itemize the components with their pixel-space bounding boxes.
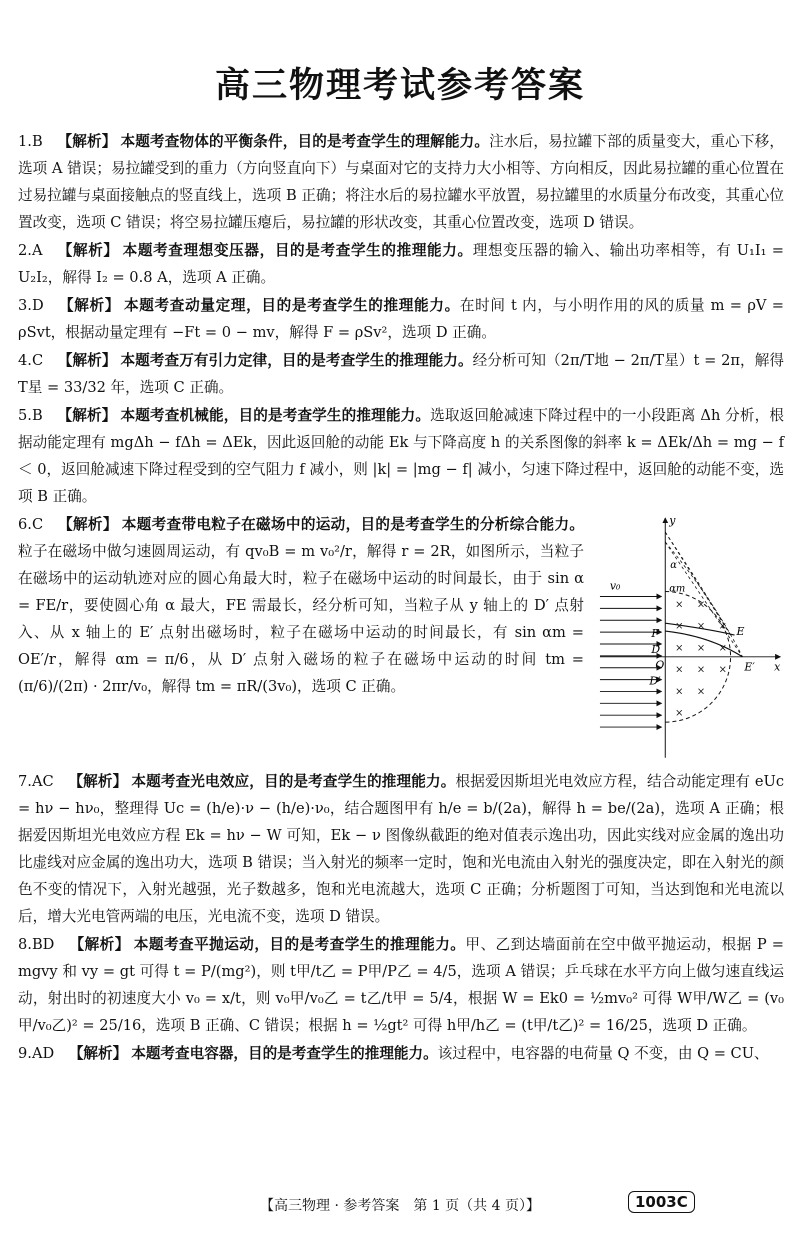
answer-list	[18, 128, 784, 1068]
x-axis-label: x	[774, 660, 781, 674]
question-6-text	[18, 511, 596, 700]
exam-code-badge: 1003C	[628, 1191, 695, 1213]
question-answer: D	[31, 297, 44, 314]
question-number: 1.	[18, 133, 32, 150]
question-lead: 本题考查万有引力定律，目的是考查学生的推理能力。	[120, 352, 473, 369]
magnetic-field-figure	[596, 511, 784, 767]
origin-label: O	[655, 658, 665, 672]
question-number: 2.	[18, 242, 32, 259]
field-cross: ×	[675, 686, 684, 698]
question-number: 5.	[18, 407, 32, 424]
y-axis-label: y	[669, 514, 676, 528]
field-cross: ×	[675, 599, 684, 611]
analysis-tag: 【解析】	[68, 1045, 128, 1062]
question-answer: C	[31, 516, 44, 533]
question-answer: AC	[31, 773, 54, 790]
field-cross: ×	[696, 642, 706, 654]
point-D-prime-label: D′	[649, 674, 661, 688]
analysis-tag: 【解析】	[58, 297, 121, 314]
footer-text: 【高三物理 · 参考答案 第 1 页（共 4 页）】	[260, 1198, 540, 1214]
question-body: 该过程中，电容器的电荷量 Q 不变，由 Q = CU、	[437, 1045, 769, 1062]
question-number: 9.	[18, 1045, 32, 1062]
field-cross: ×	[718, 664, 727, 676]
question-2	[18, 237, 784, 291]
question-body: 注水后，易拉罐下部的质量变大，重心下移，选项 A 错误；易拉罐受到的重力（方向竖直向下）与桌面对它的支持力大小相等、方向相反，因此易拉罐的重心位置在过易拉罐与桌面接触点的竖直线上，选项 B 正确；将注水后的易拉罐水平放置，易拉罐里的水质量分布改变，其重心位置改变，选项 C 错误；将空易拉罐压瘪后，易拉罐的形状改变，其重心位置改变，选项 D 错误。	[18, 133, 784, 231]
question-body: 经分析可知（2π/T地 − 2π/T星）t = 2π，解得 T星 = 33/32 年，选项 C 正确。	[18, 352, 784, 396]
analysis-tag: 【解析】	[57, 407, 117, 424]
analysis-tag: 【解析】	[57, 352, 117, 369]
question-answer: AD	[31, 1045, 55, 1062]
question-body: 粒子在磁场中做匀速圆周运动，有 qv₀B = m v₀²/r，解得 r = 2R，如图所示，当粒子在磁场中的运动轨迹对应的圆心角最大时，粒子在磁场中运动的时间最长，由于 sin α = FE/r，要使圆心角 α 最大，FE 需最长，经分析可知，当粒子从 y 轴上的 D′ 点射入、从 x 轴上的 E′ 点射出磁场时，粒子在磁场中运动的时间最长，有 sin αm = OE′/r，解得 αm = π/6，从 D′ 点射入磁场的粒子在磁场中运动的时间 tm = (π/6)/(2π) · 2πr/v₀，解得 tm = πR/(3v₀)，选项 C 正确。	[18, 543, 584, 695]
question-7	[18, 768, 784, 930]
question-number: 3.	[18, 297, 32, 314]
question-lead: 本题考查光电效应，目的是考查学生的推理能力。	[131, 773, 456, 790]
question-body: 在时间 t 内，与小明作用的风的质量 m = ρV = ρSvt，根据动量定理有 −Ft = 0 − mv，解得 F = ρSv²，选项 D 正确。	[18, 297, 784, 341]
question-answer: B	[31, 133, 43, 150]
alpha-m-label: αm	[669, 583, 686, 595]
question-lead: 本题考查动量定理，目的是考查学生的推理能力。	[124, 297, 460, 314]
page-title: 高三物理考试参考答案	[214, 66, 585, 106]
question-lead: 本题考查带电粒子在磁场中的运动，目的是考查学生的分析综合能力。	[121, 516, 584, 533]
question-number: 8.	[18, 936, 32, 953]
question-answer: A	[31, 242, 43, 259]
analysis-tag: 【解析】	[58, 516, 118, 533]
question-answer: B	[31, 407, 43, 424]
point-E-label: E	[736, 625, 745, 639]
question-answer: BD	[31, 936, 55, 953]
analysis-tag: 【解析】	[68, 773, 128, 790]
question-answer: C	[31, 352, 44, 369]
question-lead: 本题考查电容器，目的是考查学生的推理能力。	[131, 1045, 438, 1062]
question-number: 6.	[18, 516, 32, 533]
question-lead: 本题考查物体的平衡条件，目的是考查学生的理解能力。	[120, 133, 490, 150]
question-body: 选取返回舱减速下降过程中的一小段距离 Δh 分析，根据动能定理有 mgΔh − fΔh = ΔEk，因此返回舱的动能 Ek 与下降高度 h 的关系图像的斜率 k = ΔEk/Δh = mg − f ＜ 0，返回舱减速下降过程受到的空气阻力 f 减小，则 |k| = |mg − f| 减小，匀速下降过程中，返回舱的动能不变，选项 B 正确。	[18, 407, 784, 505]
question-number: 4.	[18, 352, 32, 369]
field-cross: ×	[718, 642, 727, 654]
point-D-label: D	[651, 642, 661, 656]
page-footer	[0, 1195, 800, 1215]
field-cross: ×	[675, 621, 684, 633]
point-E-prime-label: E′	[744, 660, 755, 674]
question-lead: 本题考查理想变压器，目的是考查学生的推理能力。	[122, 242, 473, 259]
question-lead: 本题考查平抛运动，目的是考查学生的推理能力。	[133, 936, 466, 953]
question-body: 理想变压器的输入、输出功率相等，有 U₁I₁ = U₂I₂，解得 I₂ = 0.8 A，选项 A 正确。	[18, 242, 784, 286]
field-cross: ×	[675, 708, 684, 720]
question-6	[18, 511, 784, 767]
point-F-label: F	[651, 627, 659, 641]
question-5	[18, 402, 784, 510]
field-cross: ×	[696, 664, 706, 676]
question-1	[18, 128, 784, 236]
question-number: 7.	[18, 773, 32, 790]
v0-label: v₀	[609, 579, 621, 593]
question-4	[18, 347, 784, 401]
field-cross: ×	[696, 686, 706, 698]
question-body: 甲、乙到达墙面前在空中做平抛运动，根据 P = mgvy 和 vy = gt 可得 t = P/(mg²)，则 t甲/t乙 = P甲/P乙 = 4/5，选项 A 错误；乒乓球在水平方向上做匀速直线运动，射出时的初速度大小 v₀ = x/t，则 v₀甲/v₀乙 = t乙/t甲 = 5/4，根据 W = Ek0 = ½mv₀² 可得 W甲/W乙 = (v₀甲/v₀乙)² = 25/16，选项 B 正确、C 错误；根据 h = ½gt² 可得 h甲/h乙 = (t甲/t乙)² = 16/25，选项 D 正确。	[18, 936, 785, 1034]
analysis-tag: 【解析】	[57, 242, 119, 259]
question-lead: 本题考查机械能，目的是考查学生的推理能力。	[120, 407, 431, 424]
question-3	[18, 292, 784, 346]
analysis-tag: 【解析】	[57, 133, 117, 150]
field-cross: ×	[675, 642, 684, 654]
field-cross: ×	[696, 621, 706, 633]
field-cross: ×	[718, 621, 727, 633]
analysis-tag: 【解析】	[69, 936, 130, 953]
field-cross: ×	[675, 664, 684, 676]
alpha-label: α	[670, 559, 677, 571]
question-body: 根据爱因斯坦光电效应方程，结合动能定理有 eUc = hν − hν₀，整理得 Uc = (h/e)·ν − (h/e)·ν₀，结合题图甲有 h/e = b/(2a)，解得 h = be/(2a)，选项 A 正确；根据爱因斯坦光电效应方程 Ek = hν − W 可知，Ek − ν 图像纵截距的绝对值表示逸出功，因此实线对应金属的逸出功比虚线对应金属的逸出功大，选项 B 错误；当入射光的频率一定时，饱和光电流由入射光的强度决定，即在入射光的颜色不变的情况下，入射光越强，光子数越多，饱和光电流越大，选项 C 正确；分析题图丁可知，当达到饱和光电流以后，增大光电管两端的电压，光电流不变，选项 D 错误。	[18, 773, 785, 925]
field-cross: ×	[696, 599, 706, 611]
question-9	[18, 1040, 784, 1067]
question-8	[18, 931, 784, 1039]
